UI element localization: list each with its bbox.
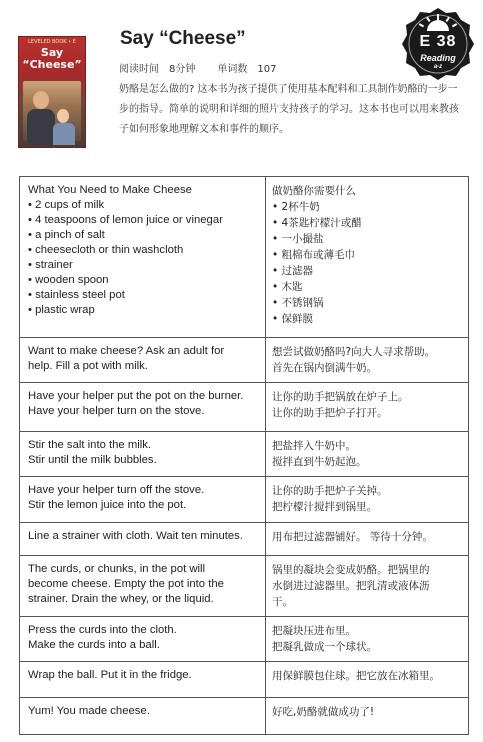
english-line: • stainless steel pot	[28, 289, 125, 301]
table-row	[20, 556, 469, 617]
instructions-table-body	[20, 177, 469, 735]
english-line: Stir the salt into the milk.	[28, 439, 152, 451]
reading-time-label: 阅读时间	[119, 64, 159, 75]
badge-level: E 38	[419, 33, 457, 50]
english-cell	[20, 383, 266, 432]
chinese-line: • 过滤器	[272, 265, 314, 277]
book-description: 奶酪是怎么做的? 这本书为孩子提供了使用基本配料和工具制作奶酪的一步一步的指导。简单的说明和详细的照片支持孩子的学习。这本书也可以用来教孩子如何形象地理解文本和事件的顺序。	[119, 84, 459, 135]
chinese-line: 把凝乳做成一个球状。	[272, 641, 377, 653]
english-cell	[20, 662, 266, 698]
cover-title	[19, 47, 85, 71]
chinese-line: 首先在锅内倒满牛奶。	[272, 362, 377, 374]
english-line: • a pinch of salt	[28, 229, 105, 241]
chinese-cell	[266, 556, 469, 617]
badge-sub: a-z	[433, 64, 443, 70]
english-cell	[20, 698, 266, 735]
english-line: The curds, or chunks, in the pot will	[28, 563, 206, 575]
chinese-line: 把柠檬汁搅拌到锅里。	[272, 501, 377, 513]
chinese-line: • 不锈钢锅	[272, 297, 324, 309]
chinese-line: • 保鲜膜	[272, 313, 314, 325]
english-line: • wooden spoon	[28, 274, 109, 286]
cover-figure-child	[53, 123, 75, 145]
chinese-line: 把凝块压进布里。	[272, 625, 356, 637]
chinese-cell	[266, 338, 469, 383]
reading-level-badge	[400, 6, 476, 82]
english-line: Have your helper turn on the stove.	[28, 405, 205, 417]
chinese-line: 让你的助手把炉子打开。	[272, 407, 388, 419]
cover-figure-adult	[27, 109, 55, 145]
instructions-table	[19, 176, 469, 735]
book-title: Say “Cheese”	[120, 28, 246, 49]
chinese-cell	[266, 383, 469, 432]
chinese-line: 用布把过滤器铺好。 等待十分钟。	[272, 531, 433, 543]
chinese-line: 让你的助手把炉子关掉。	[272, 485, 388, 497]
book-cover-image	[18, 36, 86, 148]
chinese-cell	[266, 662, 469, 698]
english-cell	[20, 477, 266, 523]
chinese-cell	[266, 432, 469, 477]
english-line: • strainer	[28, 259, 73, 271]
english-line: • 2 cups of milk	[28, 199, 105, 211]
chinese-line: 把盐拌入牛奶中。	[272, 440, 356, 452]
table-row	[20, 383, 469, 432]
table-row	[20, 477, 469, 523]
english-cell	[20, 556, 266, 617]
chinese-line: 用保鲜膜包住球。把它放在冰箱里。	[272, 670, 440, 682]
english-line: • cheesecloth or thin washcloth	[28, 244, 184, 256]
chinese-cell	[266, 617, 469, 662]
english-line: • 4 teaspoons of lemon juice or vinegar	[28, 214, 223, 226]
table-row	[20, 338, 469, 383]
chinese-line: 锅里的凝块会变成奶酪。把锅里的	[272, 564, 430, 576]
table-row	[20, 432, 469, 477]
chinese-line: • 2杯牛奶	[272, 201, 320, 213]
english-line: Stir the lemon juice into the pot.	[28, 499, 187, 511]
english-line: become cheese. Empty the pot into the	[28, 578, 224, 590]
cover-figure-child-head	[57, 109, 69, 123]
chinese-line: 好吃,奶酪就做成功了!	[272, 706, 375, 718]
chinese-cell	[266, 698, 469, 735]
english-line: strainer. Drain the whey, or the liquid.	[28, 593, 214, 605]
badge-label: Reading	[420, 53, 456, 63]
chinese-cell	[266, 177, 469, 338]
english-line: Stir until the milk bubbles.	[28, 454, 157, 466]
chinese-line: 让你的助手把锅放在炉子上。	[272, 391, 409, 403]
chinese-line: • 一小撮盐	[272, 233, 324, 245]
chinese-line: 做奶酪你需要什么	[272, 185, 356, 197]
english-cell	[20, 338, 266, 383]
chinese-line: • 木匙	[272, 281, 303, 293]
chinese-line: 搅拌直到牛奶起泡。	[272, 456, 367, 468]
cover-title-line-2: “Cheese”	[22, 58, 82, 71]
word-count-value: 107	[257, 64, 277, 75]
english-line: What You Need to Make Cheese	[28, 184, 192, 196]
chinese-line: • 4茶匙柠檬汁或醋	[272, 217, 362, 229]
english-line: Wrap the ball. Put it in the fridge.	[28, 669, 192, 681]
table-row	[20, 177, 469, 338]
reading-time-value: 8分钟	[169, 64, 196, 75]
cover-figure-adult-head	[33, 91, 49, 109]
english-line: help. Fill a pot with milk.	[28, 360, 148, 372]
chinese-line: 想尝试做奶酪吗?向大人寻求帮助。	[272, 346, 436, 358]
table-row	[20, 617, 469, 662]
cover-series-label: LEVELED BOOK • E	[28, 39, 76, 45]
table-row	[20, 523, 469, 556]
word-count-label: 单词数	[217, 64, 248, 75]
chinese-line: 水倒进过滤器里。把乳清或液体沥	[272, 580, 430, 592]
table-row	[20, 662, 469, 698]
english-cell	[20, 177, 266, 338]
english-line: Want to make cheese? Ask an adult for	[28, 345, 225, 357]
english-line: Have your helper put the pot on the burner.	[28, 390, 244, 402]
book-meta	[119, 60, 286, 75]
table-row	[20, 698, 469, 735]
english-line: Yum! You made cheese.	[28, 705, 150, 717]
chinese-line: 干。	[272, 596, 293, 608]
english-cell	[20, 617, 266, 662]
badge-text	[400, 6, 476, 82]
english-line: Have your helper turn off the stove.	[28, 484, 205, 496]
chinese-cell	[266, 523, 469, 556]
chinese-line: • 粗棉布或薄毛巾	[272, 249, 356, 261]
english-line: Line a strainer with cloth. Wait ten minutes.	[28, 530, 243, 542]
english-line: Press the curds into the cloth.	[28, 624, 177, 636]
chinese-cell	[266, 477, 469, 523]
english-line: Make the curds into a ball.	[28, 639, 160, 651]
english-cell	[20, 432, 266, 477]
cover-title-line-1: Say	[40, 46, 64, 59]
english-cell	[20, 523, 266, 556]
english-line: • plastic wrap	[28, 304, 95, 316]
